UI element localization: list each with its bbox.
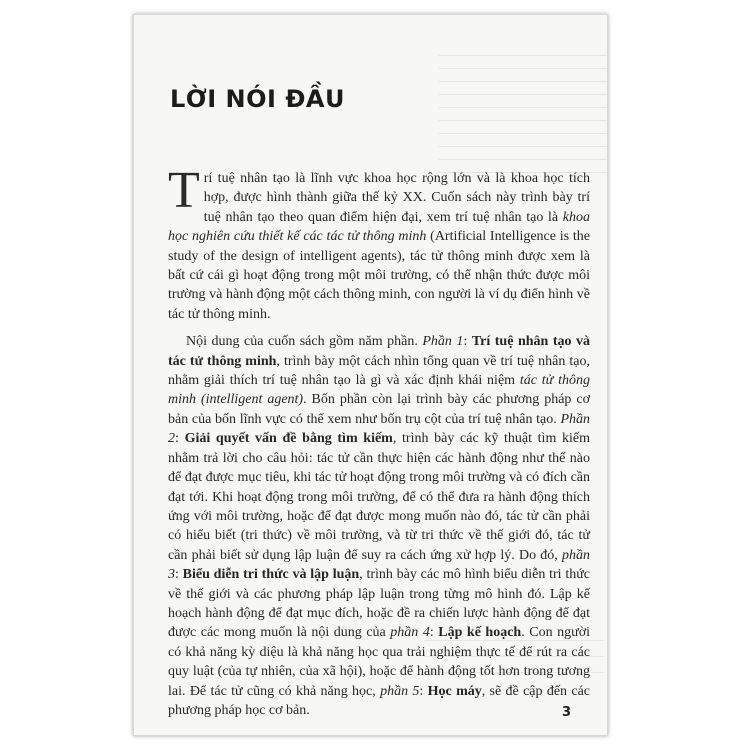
paragraph-contents (168, 332, 590, 720)
body-text (168, 162, 591, 720)
text-run-bold: Biểu diễn tri thức và lập luận (182, 567, 360, 583)
text-run-italic: Phần 2 (168, 411, 590, 447)
text-run: rí tuệ nhân tạo là lĩnh vực khoa học rộng lớn và là khoa học tích hợp, được hình thành giữa thế kỷ XX. Cuốn sách này trình bày trí tuệ nhân tạo theo quan điểm hiện đại, xem trí tuệ nhân tạo là (203, 171, 590, 225)
text-run-italic: tác tử thông minh (intelligent agent) (168, 373, 590, 408)
paragraph-intro (168, 162, 590, 324)
text-run: : (419, 683, 428, 699)
text-run: Nội dung của cuốn sách gồm năm phần. (186, 334, 423, 350)
text-run-italic: phần 4 (390, 625, 430, 641)
text-run-bold: Lập kế hoạch (438, 625, 522, 641)
text-run-bold: Học máy (427, 683, 482, 699)
show-through-text-top (439, 55, 608, 185)
text-run: , sẽ đề cập đến các phương pháp học cơ bản. (168, 683, 591, 718)
text-run: , trình bày các kỹ thuật tìm kiếm nhằm trả lời cho câu hỏi: tác tử cần thực hiện các hành động như thế nào để đạt được mục tiêu, khi tác tử hoạt động trong môi trường và có đích cần đạt tới. Khi hoạt động trong môi trường, để có thể đưa ra hành động thích ứng với môi trường, hoặc để đạt được mong muốn nào đó, tác tử cần phải có hiểu biết (tri thức) về môi trường, và từ tri thức về thế giới đó, tác tử cần phải biết sử dụng lập luận để suy ra cách ứng xử hợp lý. Do đó, (168, 431, 590, 563)
text-run: : (175, 431, 185, 447)
text-run: (Artificial Intelligence is the study of the design of intelligent agents), tác tử thông minh được xem là bất cứ cái gì hoạt động trong một môi trường, có thể nhận thức được môi trường và hành động một cách thông minh, con người là ví dụ điển hình về tác tử thông minh. (168, 229, 590, 322)
text-run: : (429, 625, 439, 641)
text-run: : (175, 567, 183, 583)
text-run-bold: Giải quyết vấn đề bằng tìm kiếm (184, 431, 393, 447)
text-run-bold: Trí tuệ nhân tạo và tác tử thông minh (168, 334, 590, 369)
drop-cap: T (168, 162, 200, 219)
book-page (133, 14, 608, 736)
text-run: , trình bày một cách nhìn tổng quan về trí tuệ nhân tạo, nhằm giải thích trí tuệ nhân tạo là gì và xác định khái niệm (168, 353, 590, 389)
page-heading: LỜI NÓI ĐẦU (170, 85, 345, 113)
text-run: . Con người có khả năng kỳ diệu là khả năng học qua trải nghiệm thực tế để rút ra các quy luật (của tự nhiên, của xã hội), hoặc để hành động tốt hơn trong tương lai. Để tác tử cũng có khả năng học, (168, 625, 591, 699)
text-run-italic: khoa học nghiên cứu thiết kế các tác tử thông minh (168, 209, 590, 245)
text-run: : (463, 334, 472, 350)
text-run-italic: Phần 1 (422, 334, 464, 350)
text-run: . Bốn phần còn lại trình bày các phương pháp cơ bản của bốn lĩnh vực có thể xem như bốn trụ cột của trí tuệ nhân tạo. (168, 392, 590, 427)
text-run: , trình bày các mô hình biểu diễn tri thức về thế giới và các phương pháp lập luận trong từng mô hình đó. Lập kế hoạch hành động để đạt mục đích, hoặc đề ra chiến lược hành động để đạt được các mong muốn là nội dung của (168, 567, 591, 641)
text-run-italic: phần 3 (168, 547, 590, 583)
text-run-italic: phần 5 (380, 683, 420, 699)
page-number: 3 (562, 705, 572, 720)
